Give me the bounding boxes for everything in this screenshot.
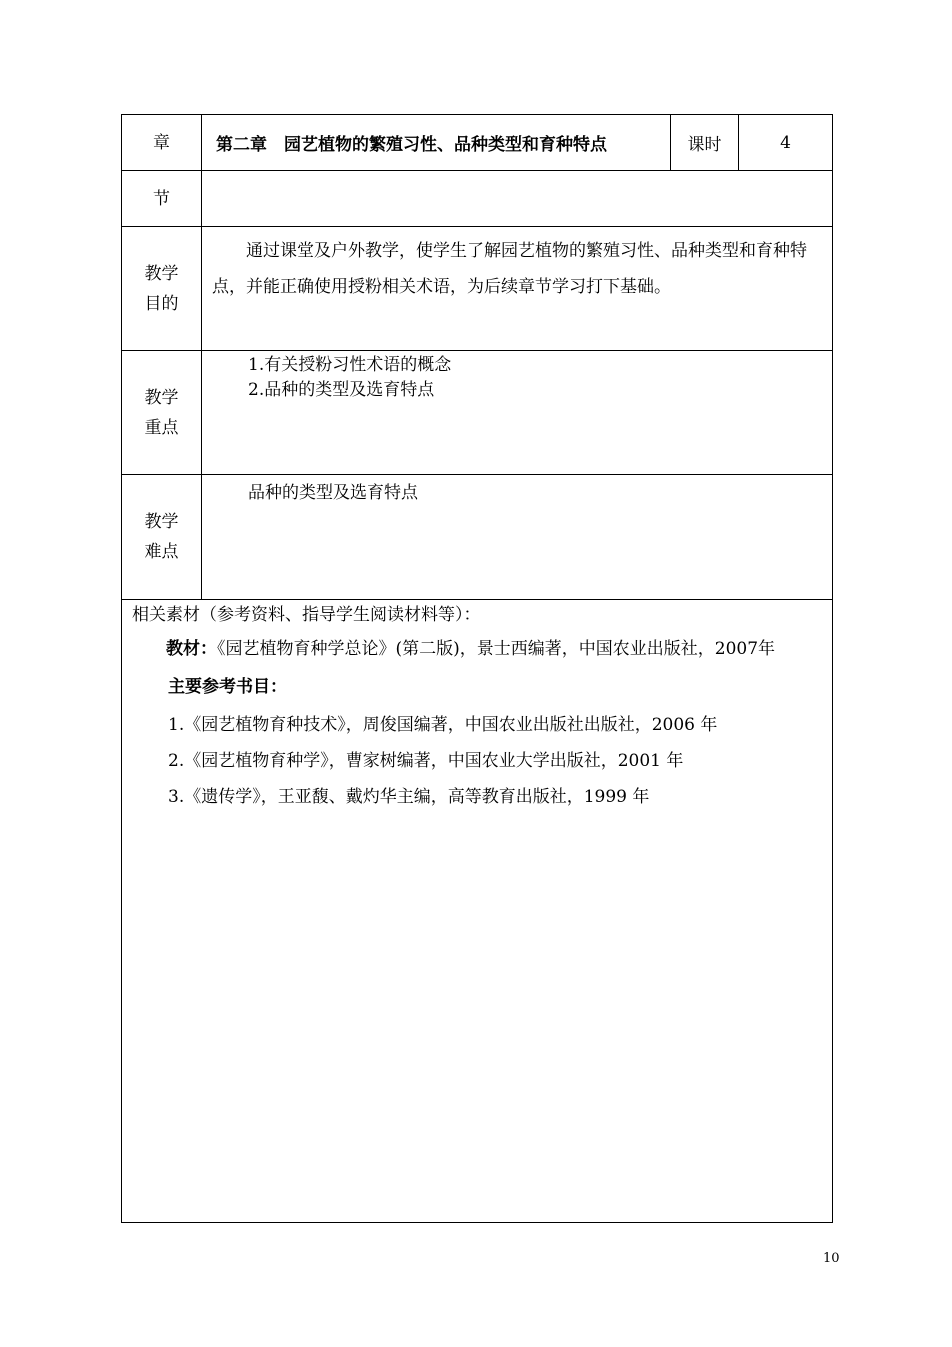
key-points-row	[122, 351, 833, 475]
reference-item: 1.《园艺植物育种技术》，周俊国编著，中国农业出版社出版社，2006 年	[168, 715, 718, 735]
difficulties-label-line1: 教学	[144, 512, 179, 532]
objectives-label-line2: 目的	[144, 293, 179, 314]
reference-item: 3.《遗传学》，王亚馥、戴灼华主编，高等教育出版社，1999 年	[168, 787, 650, 807]
key-points-label-line1: 教学	[144, 387, 179, 408]
difficulties-label-line2: 难点	[144, 542, 179, 562]
objectives-content	[202, 227, 833, 351]
difficulties-label	[122, 475, 202, 600]
textbook-text: 《园艺植物育种学总论》(第二版)，景士西编著，中国农业出版社，2007年	[217, 639, 776, 659]
objectives-text: 通过课堂及户外教学，使学生了解园艺植物的繁殖习性、品种类型和育种特点，并能正确使用授粉相关术语，为后续章节学习打下基础。	[212, 241, 807, 297]
key-point-item: 1.有关授粉习性术语的概念	[248, 355, 452, 375]
textbook-label: 教材：	[166, 639, 217, 659]
section-label: 节	[122, 171, 202, 227]
objectives-label-line1: 教学	[144, 263, 179, 284]
materials-heading: 相关素材（参考资料、指导学生阅读材料等）：	[132, 605, 481, 625]
chapter-label: 章	[122, 115, 202, 171]
materials-row	[122, 600, 833, 1223]
key-points-label	[122, 351, 202, 475]
reference-item: 2.《园艺植物育种学》，曹家树编著，中国农业大学出版社，2001 年	[168, 751, 684, 771]
hours-value: 4	[739, 115, 833, 171]
key-point-item: 2.品种的类型及选育特点	[248, 380, 435, 400]
lesson-plan-table	[121, 114, 833, 1223]
difficulties-content	[202, 475, 833, 600]
page-number: 10	[823, 1251, 840, 1266]
materials-content	[122, 600, 833, 1223]
chapter-title: 第二章 园艺植物的繁殖习性、品种类型和育种特点	[202, 115, 671, 171]
section-value	[202, 171, 833, 227]
chapter-row	[122, 115, 833, 171]
hours-label: 课时	[671, 115, 739, 171]
objectives-label	[122, 227, 202, 351]
textbook-line	[132, 634, 822, 664]
objectives-row	[122, 227, 833, 351]
key-points-label-line2: 重点	[144, 417, 179, 438]
key-points-content	[202, 351, 833, 475]
references-label: 主要参考书目：	[168, 677, 287, 697]
section-row	[122, 171, 833, 227]
difficulty-item: 品种的类型及选育特点	[248, 483, 418, 503]
difficulties-row	[122, 475, 833, 600]
